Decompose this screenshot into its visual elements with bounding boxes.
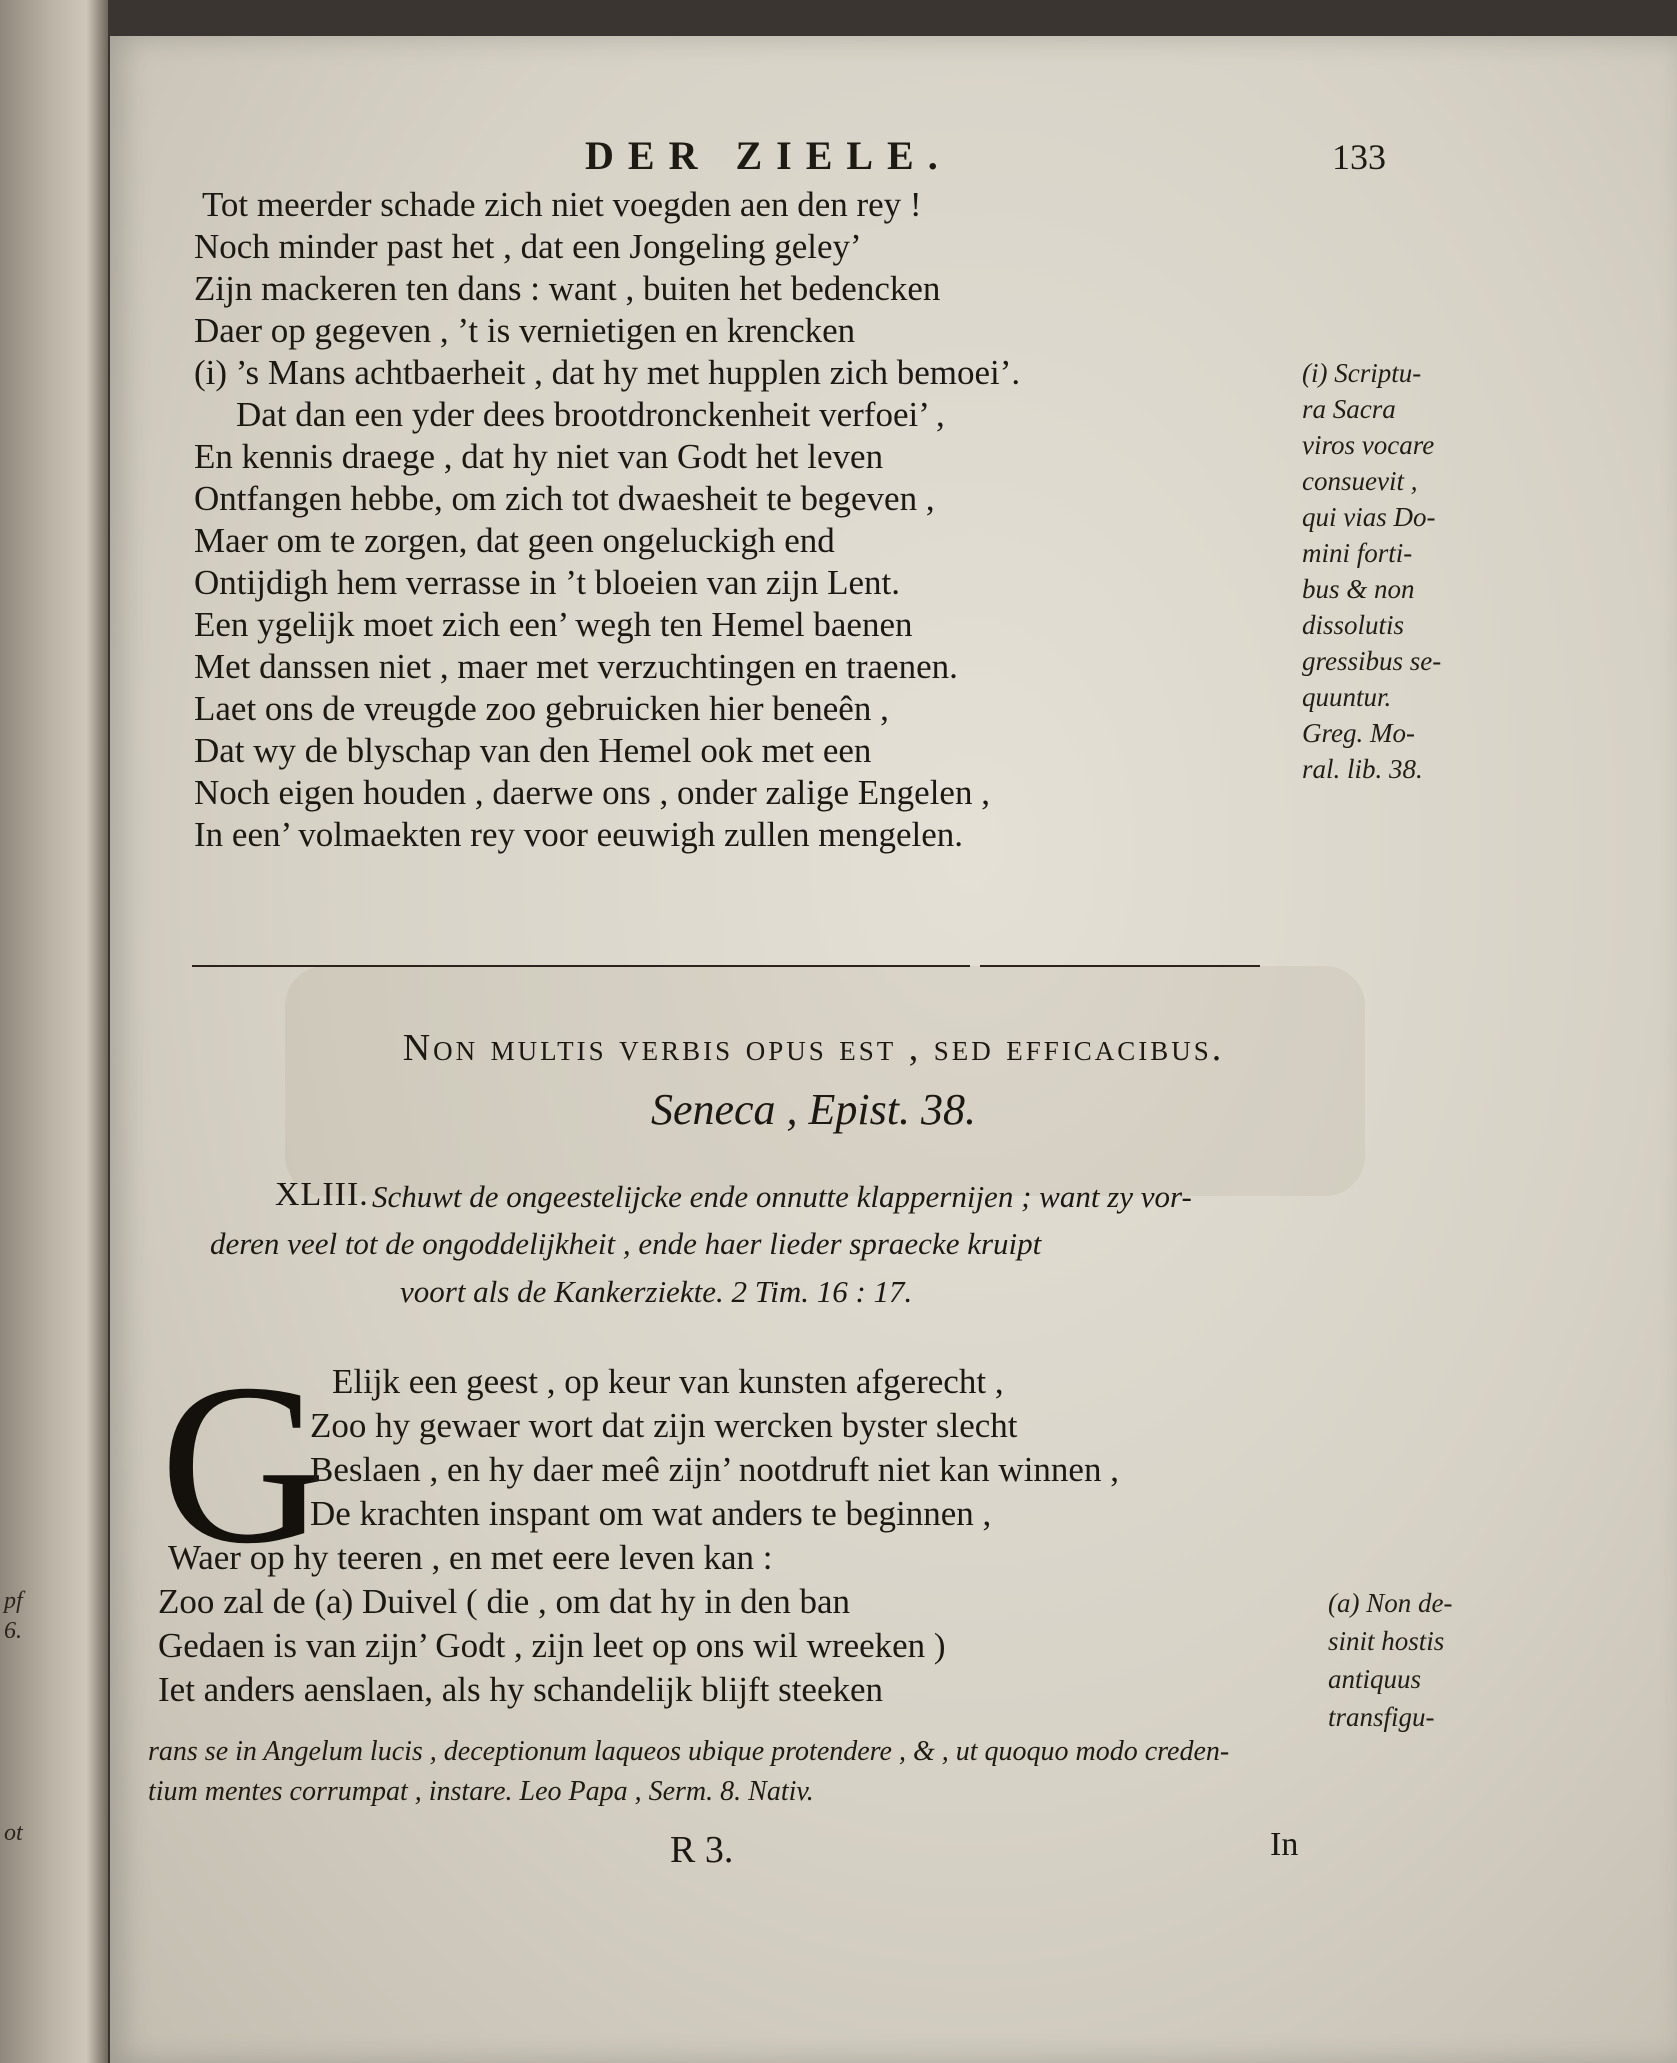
marginal-note-line: ral. lib. 38. (1302, 754, 1423, 784)
verse-line: Dat wy de blyschap van den Hemel ook met een (194, 731, 872, 770)
facing-page-fragment: ot (4, 1820, 23, 1846)
verse-line: En kennis draege , dat hy niet van Godt het leven (194, 437, 884, 476)
marginal-note-line: sinit hostis (1328, 1626, 1445, 1656)
section-number: XLIII. (275, 1176, 369, 1213)
drop-cap: G (160, 1336, 327, 1591)
marginal-note-line: transfigu- (1328, 1702, 1435, 1732)
marginal-note-line: gressibus se- (1302, 646, 1442, 676)
marginal-note-line: viros vocare (1302, 430, 1435, 460)
facing-page-fragment: pf (4, 1588, 23, 1614)
facing-page-fragment: 6. (4, 1618, 22, 1644)
verse-line: Noch eigen houden , daerwe ons , onder zalige Engelen , (194, 773, 990, 812)
marginal-note-line: antiquus (1328, 1664, 1422, 1694)
body-line: Waer op hy teeren , en met eere leven kan : (168, 1538, 773, 1577)
verse-line: Daer op gegeven , ’t is vernietigen en krencken (194, 311, 856, 350)
body-line: Beslaen , en hy daer meê zijn’ nootdruft niet kan winnen , (310, 1450, 1119, 1489)
motto-source: Seneca , Epist. 38. (650, 1085, 977, 1134)
footnote-line: rans se in Angelum lucis , deceptionum laqueos ubique protendere , & , ut quoquo modo creden- (148, 1736, 1230, 1767)
marginal-note-line: quuntur. (1302, 682, 1392, 712)
verse-line: Laet ons de vreugde zoo gebruicken hier beneên , (194, 689, 889, 728)
marginal-note-line: dissolutis (1302, 610, 1405, 640)
body-line: Gedaen is van zijn’ Godt , zijn leet op ons wil wreeken ) (158, 1626, 946, 1665)
marginal-note-line: Greg. Mo- (1302, 718, 1415, 748)
verse-line: Ontfangen hebbe, om zich tot dwaesheit te begeven , (194, 479, 935, 518)
running-head: DER ZIELE. (585, 133, 952, 178)
verse-line: Tot meerder schade zich niet voegden aen den rey ! (202, 185, 922, 224)
section-rule (192, 965, 970, 967)
marginal-note-line: consuevit , (1302, 466, 1418, 496)
catchword: In (1270, 1826, 1299, 1863)
motto-latin: Non multis verbis opus est , sed efficacibus. (402, 1027, 1225, 1069)
section-rule (980, 965, 1260, 967)
body-line: Iet anders aenslaen, als hy schandelijk blijft steeken (158, 1670, 884, 1709)
verse-line: Met danssen niet , maer met verzuchtingen en traenen. (194, 647, 958, 686)
marginal-note-line: bus & non (1302, 574, 1415, 604)
body-line: Zoo hy gewaer wort dat zijn wercken byster slecht (310, 1406, 1018, 1445)
section-summary-line: deren veel tot de ongoddelijkheit , ende haer lieder spraecke kruipt (210, 1226, 1042, 1261)
marginal-note-line: qui vias Do- (1302, 502, 1436, 532)
verse-line: Dat dan een yder dees brootdronckenheit verfoei’ , (236, 395, 945, 434)
verse-line: Zijn mackeren ten dans : want , buiten het bedencken (194, 269, 941, 308)
verse-line: Maer om te zorgen, dat geen ongeluckigh end (194, 521, 835, 560)
verse-line: Een ygelijk moet zich een’ wegh ten Hemel baenen (194, 605, 913, 644)
verse-line: (i) ’s Mans achtbaerheit , dat hy met hupplen zich bemoei’. (194, 353, 1021, 392)
verse-line: Ontijdigh hem verrasse in ’t bloeien van zijn Lent. (194, 563, 900, 602)
body-line: Zoo zal de (a) Duivel ( die , om dat hy in den ban (158, 1582, 851, 1621)
verse-line: In een’ volmaekten rey voor eeuwigh zullen mengelen. (194, 815, 964, 854)
section-summary-line: Schuwt de ongeestelijcke ende onnutte klappernijen ; want zy vor- (372, 1179, 1192, 1214)
marginal-note-line: (i) Scriptu- (1302, 358, 1422, 388)
paper-stain (285, 966, 1365, 1196)
marginal-note-line: mini forti- (1302, 538, 1413, 568)
footnote-line: tium mentes corrumpat , instare. Leo Papa , Serm. 8. Nativ. (148, 1776, 814, 1807)
book-page (110, 36, 1677, 2063)
marginal-note-line: (a) Non de- (1328, 1588, 1453, 1618)
verse-line: Noch minder past het , dat een Jongeling geley’ (194, 227, 862, 266)
marginal-note-line: ra Sacra (1302, 394, 1396, 424)
page-number: 133 (1332, 137, 1386, 177)
section-summary-line: voort als de Kankerziekte. 2 Tim. 16 : 17. (400, 1274, 913, 1309)
body-line: Elijk een geest , op keur van kunsten afgerecht , (332, 1362, 1004, 1401)
signature-mark: R 3. (670, 1829, 734, 1871)
body-line: De krachten inspant om wat anders te beginnen , (310, 1494, 992, 1533)
